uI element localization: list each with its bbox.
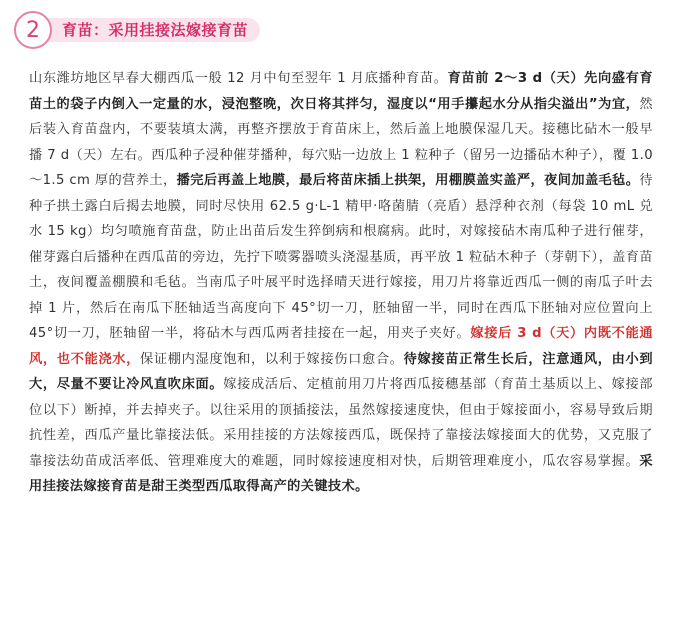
text-run-red-warning: 嫁接后 3 d（天）内既不能通风，也不能浇水，	[29, 326, 653, 367]
text-run-sowing: 然后装入育苗盘内，不要装填太满，再整齐摆放于育苗床上，然后盖上地膜保湿几天。接穗比砧木一般早播 7 d（天）左右。西瓜种子浸种催芽播种，每穴贴一边放上 1 粒种子（留另一边播砧木种子），覆 1.0～1.5 cm 厚的营养土，	[29, 96, 653, 188]
section-header	[14, 11, 260, 49]
text-run-intro: 山东潍坊地区早春大棚西瓜一般 12 月中旬至翌年 1 月底播种育苗。	[29, 71, 448, 86]
text-run-bold-cover: 播完后再盖上地膜，最后将苗床插上拱架，用棚膜盖实盖严，夜间加盖毛毡。	[176, 173, 640, 188]
text-run-bold-conclusion: 采用挂接法嫁接育苗是甜王类型西瓜取得高产的关键技术。	[29, 453, 653, 494]
text-run-comparison: 嫁接成活后、定植前用刀片将西瓜接穗基部（育苗土基质以上、嫁接部位以下）断掉，并去掉夹子。以往采用的顶插接法，虽然嫁接速度快，但由于嫁接面小，容易导致后期抗性差，西瓜产量比靠接法低。采用挂接的方法嫁接西瓜，既保持了靠接法嫁接面大的优势，又克服了靠接法幼苗成活率低、管理难度大的难题，同时嫁接速度相对快，后期管理难度小，瓜农容易掌握。	[29, 377, 653, 469]
section-number-badge: 2	[14, 11, 52, 49]
section-title: 育苗：采用挂接法嫁接育苗	[62, 21, 249, 39]
text-run-humidity: 保证棚内湿度饱和，以利于嫁接伤口愈合。	[139, 351, 404, 367]
text-run-grafting-method: 待种子拱土露白后揭去地膜，同时尽快用 62.5 g·L-1 精甲·咯菌腈（亮盾）悬浮种衣剂（每袋 10 mL 兑水 15 kg）均匀喷施育苗盘，防止出苗后发生猝倒病和根腐病。此时，对嫁接砧木南瓜种子进行催芽，催芽露白后播种在西瓜苗的旁边，先拧下喷雾器喷头浇湿基质，再平放 1 粒砧木种子（芽朝下），盖育苗土，夜间覆盖棚膜和毛毡。当南瓜子叶展平时选择晴天进行嫁接，用刀片将靠近西瓜一侧的南瓜子叶去掉 1 片，然后在南瓜下胚轴适当高度向下 45°切一刀，胚轴留一半，同时在西瓜下胚轴对应位置向上 45°切一刀，胚轴留一半，将砧木与西瓜两者挂接在一起，用夹子夹好。	[29, 173, 653, 341]
body-paragraph	[29, 66, 653, 500]
text-run-bold-soil-prep: 育苗前 2～3 d（天）先向盛有育苗土的袋子内倒入一定量的水，浸泡整晚，次日将其拌匀，湿度以“用手攥起水分从指尖溢出”为宜，	[29, 71, 653, 112]
text-run-bold-ventilation: 待嫁接苗正常生长后，注意通风，由小到大，尽量不要让冷风直吹床面。	[29, 351, 653, 392]
